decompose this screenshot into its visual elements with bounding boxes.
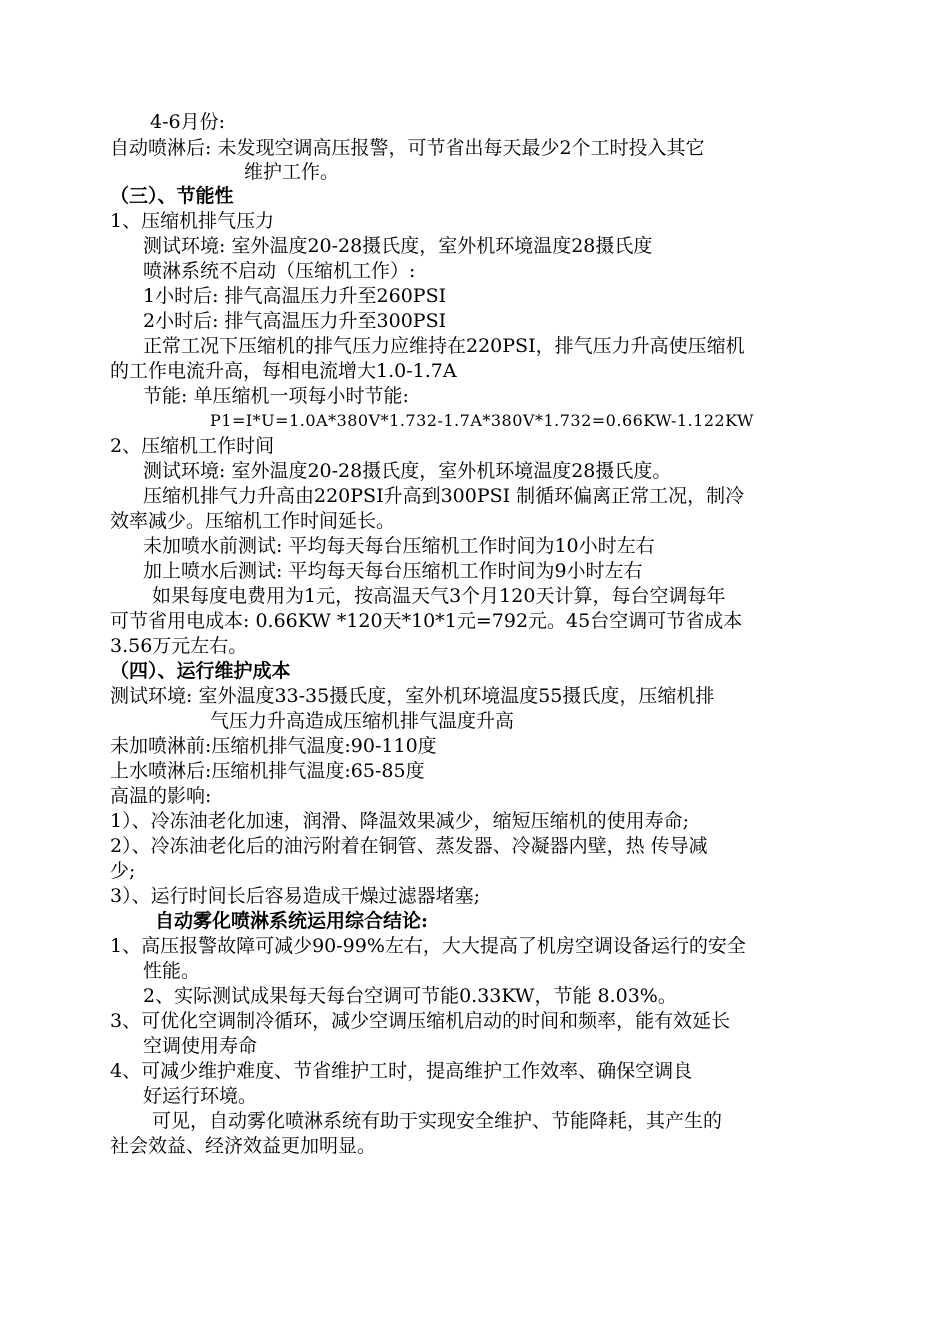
text-line: 加上喷水后测试: 平均每天每台压缩机工作时间为9小时左右 bbox=[143, 560, 643, 582]
text-line: 可节省用电成本: 0.66KW *120天*10*1元=792元。45台空调可节省成本 bbox=[110, 610, 743, 632]
text-line: 压缩机排气力升高由220PSI升高到300PSI 制循环偏离正常工况，制冷 bbox=[143, 485, 745, 507]
section-heading: （三）、节能性 bbox=[110, 185, 234, 207]
text-line: 的工作电流升高，每相电流增大1.0-1.7A bbox=[110, 360, 457, 382]
text-line: 可见，自动雾化喷淋系统有助于实现安全维护、节能降耗，其产生的 bbox=[152, 1110, 723, 1132]
text-line: 测试环境: 室外温度33-35摄氏度，室外机环境温度55摄氏度，压缩机排 bbox=[110, 685, 715, 707]
section-heading: （四）、运行维护成本 bbox=[110, 660, 291, 682]
text-line: 自动喷淋后: 未发现空调高压报警，可节省出每天最少2个工时投入其它 bbox=[110, 137, 705, 159]
text-line: 4-6月份: bbox=[150, 111, 225, 133]
text-line: 效率减少。压缩机工作时间延长。 bbox=[110, 510, 396, 532]
text-line: 2小时后: 排气高温压力升至300PSI bbox=[143, 310, 447, 332]
text-line: 正常工况下压缩机的排气压力应维持在220PSI，排气压力升高使压缩机 bbox=[143, 335, 745, 357]
text-line: 1小时后: 排气高温压力升至260PSI bbox=[143, 285, 447, 307]
text-line: 3、可优化空调制冷循环，减少空调压缩机启动的时间和频率，能有效延长 bbox=[110, 1010, 731, 1032]
text-line: 1）、冷冻油老化加速，润滑、降温效果减少，缩短压缩机的使用寿命; bbox=[110, 810, 689, 832]
text-line: 好运行环境。 bbox=[143, 1085, 258, 1107]
text-line: 如果每度电费用为1元，按高温天气3个月120天计算，每台空调每年 bbox=[152, 585, 726, 607]
text-line: 维护工作。 bbox=[244, 161, 340, 183]
text-line: 喷淋系统不启动（压缩机工作）: bbox=[143, 260, 416, 282]
text-line: 4、可减少维护难度、节省维护工时，提高维护工作效率、确保空调良 bbox=[110, 1060, 693, 1082]
text-line: 3）、运行时间长后容易造成干燥过滤器堵塞; bbox=[110, 885, 480, 907]
text-line: 未加喷淋前:压缩机排气温度:90-110度 bbox=[110, 735, 437, 757]
text-line: 测试环境: 室外温度20-28摄氏度，室外机环境温度28摄氏度 bbox=[143, 235, 653, 257]
text-line: 上水喷淋后:压缩机排气温度:65-85度 bbox=[110, 760, 425, 782]
text-line: 性能。 bbox=[143, 960, 201, 982]
text-line: 空调使用寿命 bbox=[143, 1035, 258, 1057]
text-line: 高温的影响: bbox=[110, 785, 212, 807]
text-line: 2、实际测试成果每天每台空调可节能0.33KW，节能 8.03%。 bbox=[143, 985, 677, 1007]
text-line: 2）、冷冻油老化后的油污附着在铜管、蒸发器、冷凝器内壁，热 传导减 bbox=[110, 835, 708, 857]
text-line: 3.56万元左右。 bbox=[110, 635, 248, 657]
text-line: 1、压缩机排气压力 bbox=[110, 210, 275, 232]
text-line: 2、压缩机工作时间 bbox=[110, 435, 275, 457]
text-line: 气压力升高造成压缩机排气温度升高 bbox=[210, 710, 515, 732]
formula-line: P1=I*U=1.0A*380V*1.732-1.7A*380V*1.732=0.66KW-1.122KW bbox=[210, 411, 754, 430]
text-line: 1、高压报警故障可减少90-99%左右，大大提高了机房空调设备运行的安全 bbox=[110, 935, 746, 957]
text-line: 少; bbox=[110, 860, 136, 882]
conclusion-heading: 自动雾化喷淋系统运用综合结论: bbox=[155, 910, 429, 932]
text-line: 测试环境: 室外温度20-28摄氏度，室外机环境温度28摄氏度。 bbox=[143, 460, 672, 482]
text-line: 社会效益、经济效益更加明显。 bbox=[110, 1135, 377, 1157]
text-line: 未加喷水前测试: 平均每天每台压缩机工作时间为10小时左右 bbox=[143, 535, 655, 557]
text-line: 节能: 单压缩机一项每小时节能: bbox=[143, 385, 409, 407]
